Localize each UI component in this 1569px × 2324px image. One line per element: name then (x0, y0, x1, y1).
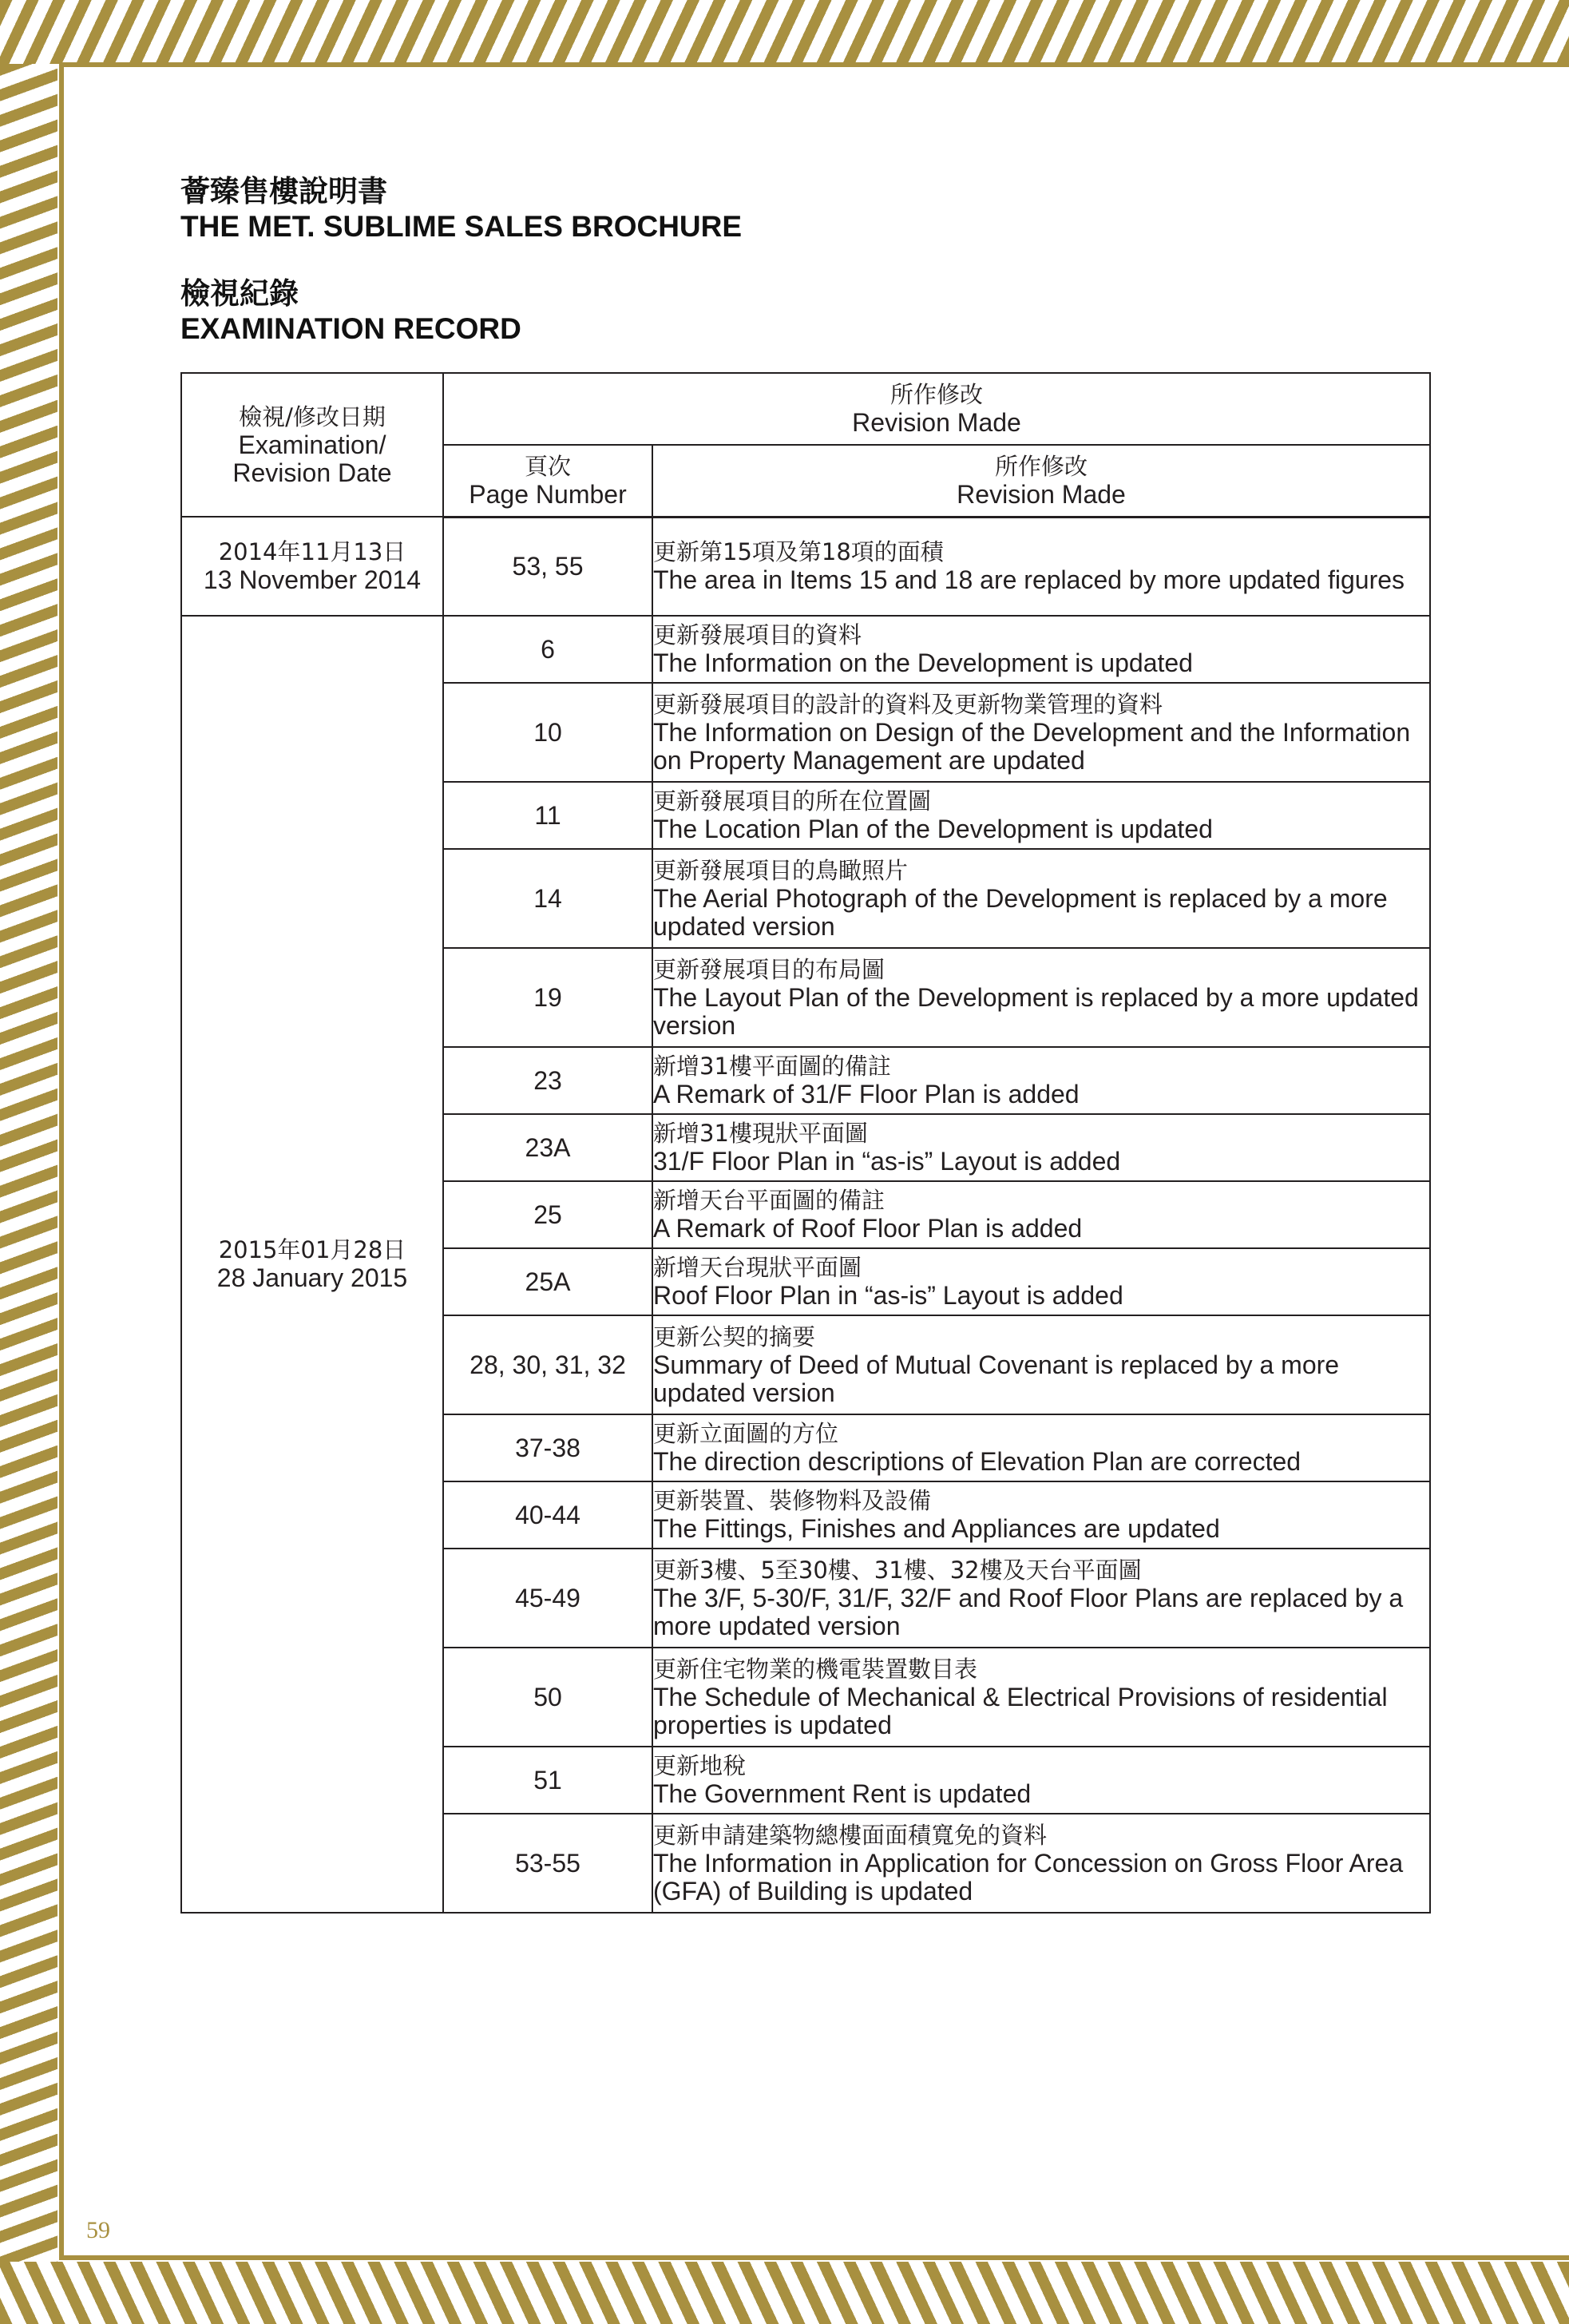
revision-en: The Government Rent is updated (653, 1779, 1032, 1808)
brochure-title (180, 174, 742, 244)
revision-cell (652, 1549, 1430, 1648)
record-title-en: EXAMINATION RECORD (180, 312, 521, 345)
brochure-title-en: THE MET. SUBLIME SALES BROCHURE (180, 210, 743, 243)
revision-zh: 更新發展項目的所在位置圖 (653, 787, 932, 815)
page-cell: 25A (443, 1248, 652, 1315)
revision-en: The Schedule of Mechanical & Electrical Provisions of residential properties is updated (653, 1682, 1388, 1739)
header-date-en-line2: Revision Date (232, 458, 392, 487)
date-cell (181, 616, 443, 1913)
page-cell: 6 (443, 616, 652, 683)
examination-record-table (180, 372, 1431, 1914)
date-zh: 2014年11月13日 (218, 538, 406, 565)
page-cell: 23A (443, 1114, 652, 1181)
page-cell: 53, 55 (443, 517, 652, 616)
revision-zh: 更新發展項目的鳥瞰照片 (653, 856, 909, 884)
page-cell: 14 (443, 849, 652, 948)
revision-cell (652, 1814, 1430, 1913)
table-row (181, 616, 1430, 683)
page-cell: 23 (443, 1047, 652, 1114)
revision-zh: 更新發展項目的資料 (653, 621, 862, 648)
page-cell: 37-38 (443, 1414, 652, 1481)
revision-cell (652, 1747, 1430, 1814)
revision-cell (652, 1414, 1430, 1481)
revision-zh: 更新發展項目的設計的資料及更新物業管理的資料 (653, 690, 1163, 718)
header-page-zh: 頁次 (524, 452, 571, 480)
revision-cell (652, 1047, 1430, 1114)
header-date-zh: 檢視/修改日期 (239, 403, 386, 430)
revision-en: The 3/F, 5-30/F, 31/F, 32/F and Roof Floor Plans are replaced by a more updated version (653, 1583, 1404, 1640)
header-group-en: Revision Made (852, 408, 1021, 437)
revision-zh: 更新地稅 (653, 1752, 747, 1779)
revision-zh: 新增31樓現狀平面圖 (653, 1120, 868, 1147)
header-rev-zh: 所作修改 (994, 452, 1088, 480)
date-zh: 2015年01月28日 (218, 1236, 406, 1263)
revision-en: The area in Items 15 and 18 are replaced by more updated figures (653, 565, 1405, 595)
revision-en: 31/F Floor Plan in “as-is” Layout is added (653, 1147, 1121, 1176)
revision-cell (652, 782, 1430, 849)
revision-zh: 新增天台現狀平面圖 (653, 1254, 862, 1281)
revision-cell (652, 683, 1430, 782)
table-row (181, 517, 1430, 616)
revision-cell (652, 1114, 1430, 1181)
revision-zh: 更新住宅物業的機電裝置數目表 (653, 1655, 978, 1683)
revision-cell (652, 1481, 1430, 1549)
revision-en: A Remark of Roof Floor Plan is added (653, 1214, 1083, 1243)
date-en: 13 November 2014 (203, 565, 422, 594)
page-cell: 10 (443, 683, 652, 782)
page-cell: 45-49 (443, 1549, 652, 1648)
decorative-wave-border-bottom (0, 2262, 1569, 2324)
decorative-wave-border-left (0, 64, 57, 2262)
page-cell: 25 (443, 1181, 652, 1248)
revision-zh: 新增天台平面圖的備註 (653, 1187, 886, 1214)
page-cell: 51 (443, 1747, 652, 1814)
revision-cell (652, 948, 1430, 1047)
revision-en: A Remark of 31/F Floor Plan is added (653, 1080, 1080, 1108)
header-revision-made (652, 445, 1430, 517)
revision-zh: 更新申請建築物總樓面面積寬免的資料 (653, 1821, 1048, 1849)
revision-zh: 更新3樓、5至30樓、31樓、32樓及天台平面圖 (653, 1556, 1142, 1584)
header-page-en: Page Number (469, 479, 627, 509)
decorative-wave-border-top (0, 0, 1569, 64)
brochure-title-zh: 薈臻售樓說明書 (180, 174, 387, 208)
revision-cell (652, 1648, 1430, 1747)
header-date (181, 373, 443, 517)
revision-zh: 更新公契的摘要 (653, 1323, 816, 1350)
page-number: 59 (86, 2217, 110, 2243)
revision-cell (652, 1248, 1430, 1315)
header-date-en-line1: Examination/ (238, 430, 386, 459)
page-cell: 19 (443, 948, 652, 1047)
revision-en: The Aerial Photograph of the Development is replaced by a more updated version (653, 883, 1388, 941)
page-cell: 53-55 (443, 1814, 652, 1913)
header-page-number (443, 445, 652, 517)
revision-en: The Information on the Development is updated (653, 648, 1193, 677)
date-cell (181, 517, 443, 616)
record-title-zh: 檢視紀錄 (180, 276, 299, 311)
revision-cell (652, 1181, 1430, 1248)
revision-en: The Information on Design of the Development and the Information on Property Management are updated (653, 717, 1411, 775)
revision-zh: 更新立面圖的方位 (653, 1420, 839, 1447)
revision-en: The Location Plan of the Development is updated (653, 815, 1213, 843)
revision-zh: 更新第15項及第18項的面積 (653, 538, 944, 566)
header-revision-group (443, 373, 1430, 445)
revision-en: The Layout Plan of the Development is replaced by a more updated version (653, 982, 1419, 1040)
revision-zh: 新增31樓平面圖的備註 (653, 1053, 891, 1080)
page-cell: 11 (443, 782, 652, 849)
date-en: 28 January 2015 (216, 1263, 408, 1292)
revision-cell (652, 1315, 1430, 1414)
revision-en: Summary of Deed of Mutual Covenant is replaced by a more updated version (653, 1350, 1340, 1407)
revision-en: The Fittings, Finishes and Appliances are updated (653, 1514, 1220, 1543)
table-body (181, 517, 1430, 1913)
revision-zh: 更新裝置、裝修物料及設備 (653, 1487, 932, 1514)
revision-en: The Information in Application for Concession on Gross Floor Area (GFA) of Building is updated (653, 1848, 1404, 1906)
revision-cell (652, 616, 1430, 683)
record-title (180, 276, 521, 347)
page-cell: 40-44 (443, 1481, 652, 1549)
revision-en: The direction descriptions of Elevation Plan are corrected (653, 1447, 1302, 1476)
revision-cell (652, 849, 1430, 948)
page-cell: 28, 30, 31, 32 (443, 1315, 652, 1414)
header-group-zh: 所作修改 (889, 381, 983, 408)
revision-cell (652, 517, 1430, 616)
header-rev-en: Revision Made (957, 479, 1126, 509)
page-cell: 50 (443, 1648, 652, 1747)
revision-zh: 更新發展項目的布局圖 (653, 955, 886, 983)
revision-en: Roof Floor Plan in “as-is” Layout is added (653, 1281, 1123, 1310)
